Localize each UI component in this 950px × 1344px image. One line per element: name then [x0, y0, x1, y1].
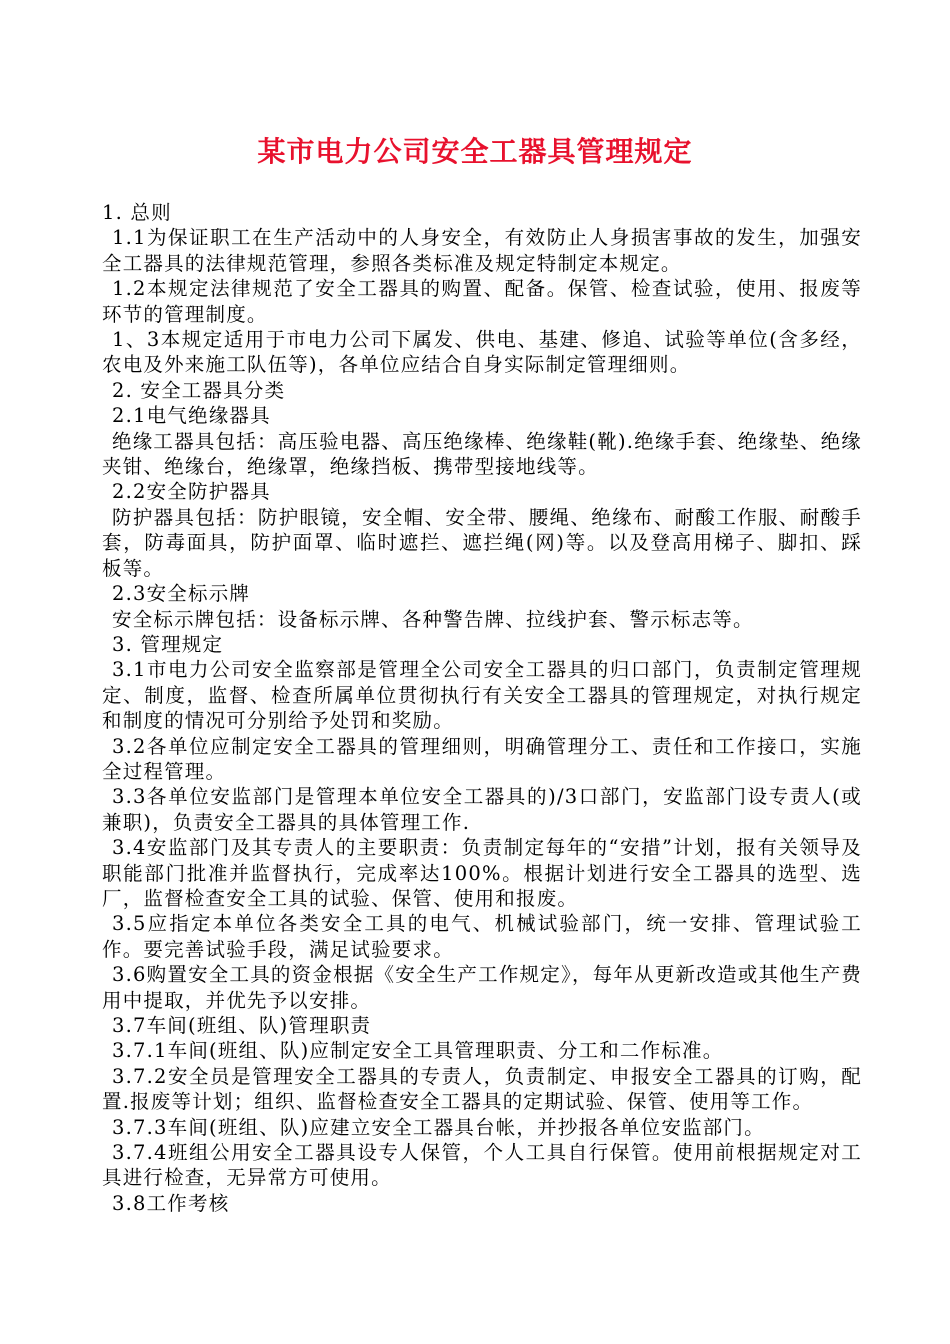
- paragraph: 安全标示牌包括：设备标示牌、各种警告牌、拉线护套、警示标志等。: [112, 607, 754, 631]
- subsection-heading: 2.3安全标示牌: [112, 582, 251, 606]
- subsection-heading: 2.1电气绝缘器具: [112, 404, 271, 428]
- paragraph: 防护器具包括：防护眼镜，安全帽、安全带、腰绳、绝缘布、耐酸工作服、耐酸手套，防毒面具，防护面罩、临时遮拦、遮拦绳(网)等。以及登高用梯子、脚扣、踩板等。: [102, 505, 862, 580]
- subsection-heading: 3.8工作考核: [112, 1191, 230, 1215]
- paragraph: 3.7.2安全员是管理安全工器具的专责人，负责制定、申报安全工器具的订购，配置.报废等计划；组织、监督检查安全工器具的定期试验、保管、使用等工作。: [102, 1064, 862, 1114]
- subsection-heading: 3.7车间(班组、队)管理职责: [112, 1014, 372, 1037]
- paragraph: 3.7.4班组公用安全工器具设专人保管，个人工具自行保管。使用前根据规定对工具进行检查，无异常方可使用。: [102, 1141, 862, 1190]
- document-body: [102, 200, 862, 1216]
- paragraph: 3.4安监部门及其专责人的主要职责：负责制定每年的“安措”计划，报有关领导及职能部门批准并监督执行，完成率达100%。根据计划进行安全工器具的选型、选厂，监督检查安全工具的试验、保管、使用和报废。: [102, 836, 862, 910]
- paragraph: 3.7.3车间(班组、队)应建立安全工器具台帐，并抄报各单位安监部门。: [112, 1115, 765, 1139]
- subsection-heading: 2.2安全防护器具: [112, 480, 271, 504]
- section-heading: 3. 管理规定: [112, 632, 224, 656]
- section-heading: 2. 安全工器具分类: [112, 378, 286, 402]
- paragraph: 3.1市电力公司安全监察部是管理全公司安全工器具的归口部门，负责制定管理规定、制度，监督、检查所属单位贯彻执行有关安全工器具的管理规定，对执行规定和制度的情况可分别给予处罚和奖励。: [102, 658, 862, 733]
- paragraph: 3.6购置安全工具的资金根据《安全生产工作规定》，每年从更新改造或其他生产费用中提取，并优先予以安排。: [102, 963, 862, 1012]
- paragraph: 1.1为保证职工在生产活动中的人身安全，有效防止人身损害事故的发生，加强安全工器具的法律规范管理，参照各类标准及规定特制定本规定。: [102, 226, 862, 275]
- paragraph: 1、3本规定适用于市电力公司下属发、供电、基建、修追、试验等单位(含多经，农电及外来施工队伍等)，各单位应结合自身实际制定管理细则。: [102, 328, 862, 377]
- paragraph: 1.2本规定法律规范了安全工器具的购置、配备。保管、检查试验，使用、报废等环节的管理制度。: [102, 277, 862, 326]
- document-title: 某市电力公司安全工器具管理规定: [257, 135, 693, 168]
- section-heading: 1. 总则: [102, 201, 172, 224]
- paragraph: 绝缘工器具包括：高压验电器、高压绝缘棒、绝缘鞋(靴).绝缘手套、绝缘垫、绝缘夹钳、绝缘台，绝缘罩，绝缘挡板、携带型接地线等。: [102, 429, 862, 479]
- paragraph: 3.2各单位应制定安全工器具的管理细则，明确管理分工、责任和工作接口，实施全过程管理。: [102, 734, 862, 783]
- paragraph: 3.5应指定本单位各类安全工具的电气、机械试验部门，统一安排、管理试验工作。要完善试验手段，满足试验要求。: [102, 912, 862, 961]
- paragraph: 3.3各单位安监部门是管理本单位安全工器具的)/3口部门，安监部门设专责人(或兼职)，负责安全工器具的具体管理工作.: [102, 785, 862, 834]
- paragraph: 3.7.1车间(班组、队)应制定安全工具管理职责、分工和二作标准。: [112, 1039, 724, 1063]
